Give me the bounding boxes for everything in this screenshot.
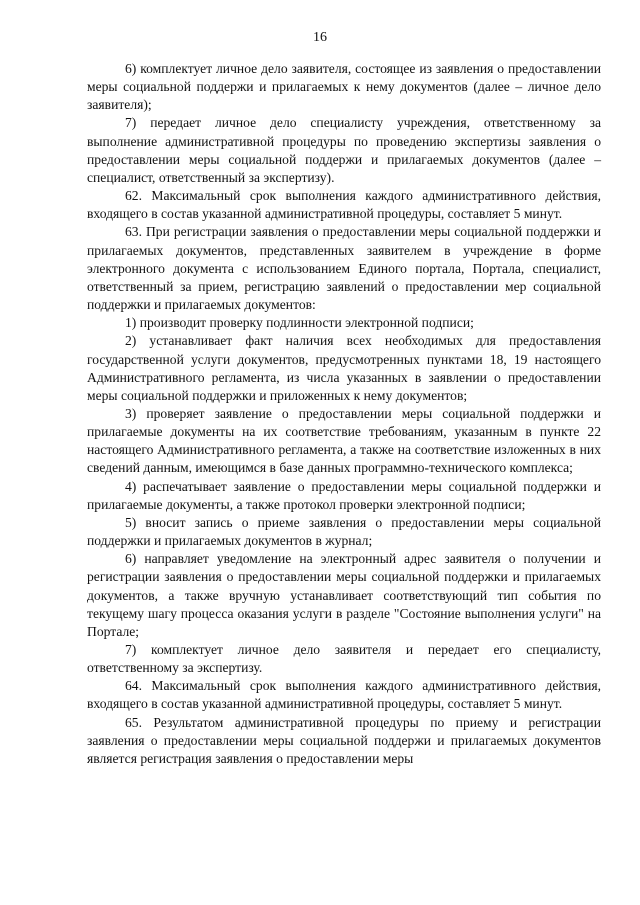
paragraph-62-max-time: 62. Максимальный срок выполнения каждого административного действия, входящего в состав указанной административной процедуры, составляет 5 минут. (87, 188, 601, 222)
paragraph-item-6-notification: 6) направляет уведомление на электронный адрес заявителя о получении и регистрации заявления о предоставлении меры социальной поддержки и прилагаемых документов, а также вручную устанавливает соответствующий тип события по текущему шагу процесса оказания услуги в разделе "Состояние выполнения услуги" на Портале; (87, 551, 601, 639)
document-body (87, 60, 601, 768)
paragraph-item-5-journal-entry: 5) вносит запись о приеме заявления о предоставлении меры социальной поддержки и прилагаемых документов в журнал; (87, 514, 601, 549)
paragraph-item-2-documents-check: 2) устанавливает факт наличия всех необходимых для предоставления государственной услуги документов, предусмотренных пунктами 18, 19 настоящего Административного регламента, из числа указанных в заявлении о предоставлении меры социальной поддержки и приложенных к нему документов; (87, 333, 601, 403)
paragraph-item-4-print-documents: 4) распечатывает заявление о предоставлении меры социальной поддержки и прилагаемые документы, а также протокол проверки электронной подписи; (87, 478, 601, 512)
paragraph-63-electronic-registration: 63. При регистрации заявления о предоставлении меры социальной поддержки и прилагаемых документов, представленных заявителем в учреждение в форме электронного документа с использованием Единого портала, Портала, специалист, ответственный за прием, регистрацию заявлений о предоставлении мер социальной поддержки и прилагаемых документов: (87, 224, 601, 313)
paragraph-item-1-signature-check: 1) производит проверку подлинности электронной подписи; (125, 315, 474, 331)
page-number: 16 (313, 30, 327, 45)
paragraph-item-7-transfer-file: 7) передает личное дело специалисту учреждения, ответственному за выполнение административной процедуры по проведению экспертизы заявления о предоставлении меры социальной поддержи и прилагаемых документов (далее – специалист, ответственный за экспертизу). (87, 115, 601, 185)
paragraph-item-6-personal-file: 6) комплектует личное дело заявителя, состоящее из заявления о предоставлении меры социальной поддержи и прилагаемых к нему документов (далее – личное дело заявителя); (87, 61, 601, 113)
paragraph-65-result: 65. Результатом административной процедуры по приему и регистрации заявления о предоставлении меры социальной поддержи и прилагаемых документов является регистрация заявления о предоставлении меры (87, 714, 601, 766)
paragraph-item-7-transfer-expert: 7) комплектует личное дело заявителя и передает его специалисту, ответственному за экспертизу. (87, 642, 601, 676)
paragraph-item-3-requirements-check: 3) проверяет заявление о предоставлении меры социальной поддержки и прилагаемые документы на их соответствие требованиям, указанным в пункте 22 настоящего Административного регламента, а также на соответствие изложенных в них сведений данным, имеющимся в базе данных программно-технического комплекса; (87, 405, 601, 476)
paragraph-64-max-time: 64. Максимальный срок выполнения каждого административного действия, входящего в состав указанной административной процедуры, составляет 5 минут. (87, 678, 601, 712)
